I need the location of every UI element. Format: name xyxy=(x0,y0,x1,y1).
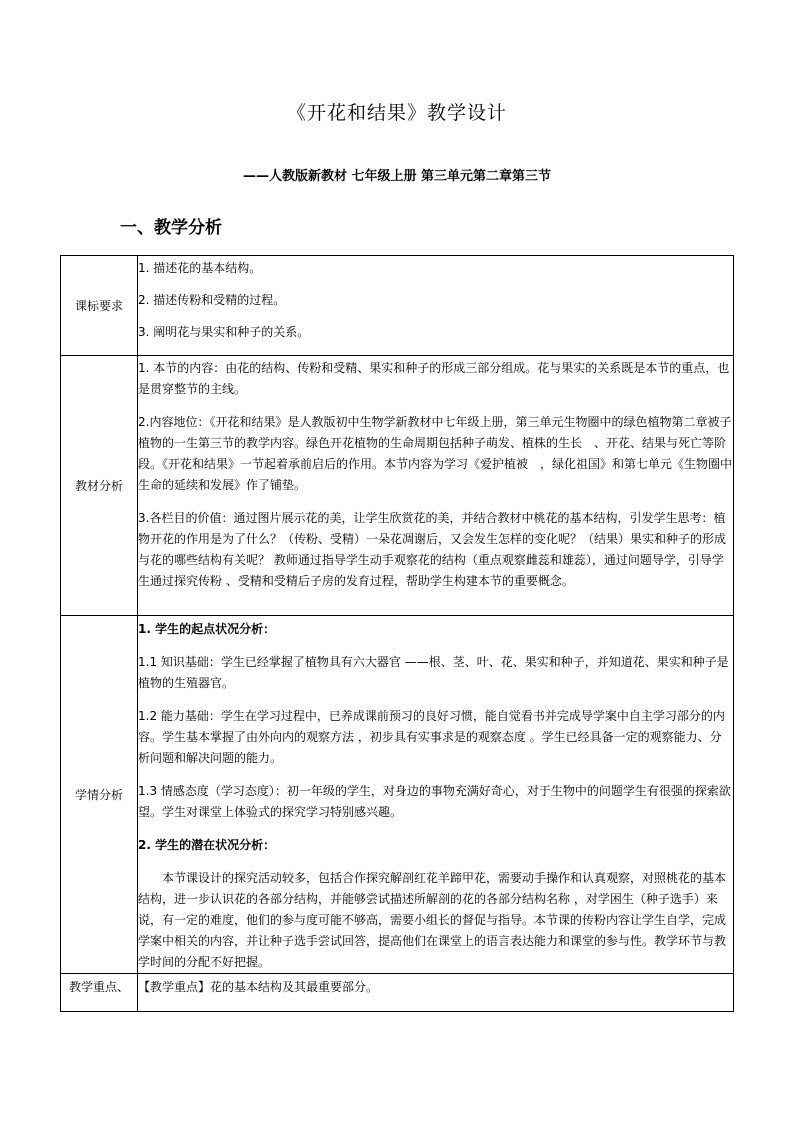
document-subtitle: ——人教版新教材 七年级上册 第三单元第二章第三节 xyxy=(242,169,552,184)
row-content-jiaocai xyxy=(138,356,734,616)
subheading: 1. 学生的起点状况分析： xyxy=(138,622,276,636)
table-row xyxy=(61,616,734,974)
row-label-kebiao: 课标要求 xyxy=(61,256,138,356)
paragraph: 1.1 知识基础：学生已经掌握了植物具有六大器官 ——根、茎、叶、花、果实和种子，并知道花、果实和种子是植物的生殖器官。 xyxy=(138,655,729,690)
table-row xyxy=(61,256,734,356)
table-row xyxy=(61,356,734,616)
paragraph: 【教学重点】花的基本结构及其最重要部分。 xyxy=(138,980,379,994)
table-row xyxy=(61,974,734,1012)
analysis-table xyxy=(60,255,734,1012)
row-content-kebiao xyxy=(138,256,734,356)
subheading: 2. 学生的潜在状况分析： xyxy=(138,838,276,852)
paragraph: 1. 描述花的基本结构。 xyxy=(138,261,262,275)
paragraph: 1.3 情感态度（学习态度）：初一年级的学生，对身边的事物充满好奇心，对于生物中的问题学生有很强的探索欲望。学生对课堂上体验式的探究学习特别感兴趣。 xyxy=(138,784,731,819)
document-title: 《开花和结果》教学设计 xyxy=(286,102,507,124)
paragraph: 2. 描述传粉和受精的过程。 xyxy=(138,293,286,307)
row-content-zhongdian xyxy=(138,974,734,1012)
paragraph: 2.内容地位：《开花和结果》是人教版初中生物学新教材中七年级上册，第三单元生物圈中的绿色植物第二章被子植物的一生第三节的教学内容。绿色开花植物的生命周期包括种子萌发、植株的生长 、开花、结果与死亡等阶段。《开花和结果》一节起着承前启后的作用。本节内容为学习《爱护植被 ，绿化祖国》和第七单元《生物圈中生命的延续和发展》作了铺垫。 xyxy=(138,415,733,492)
row-content-xueqing xyxy=(138,616,734,974)
paragraph: 1. 本节的内容：由花的结构、传粉和受精、果实和种子的形成三部分组成。花与果实的关系既是本节的重点，也是贯穿整节的主线。 xyxy=(138,361,730,396)
paragraph: 3. 阐明花与果实和种子的关系。 xyxy=(138,325,310,339)
paragraph: 3.各栏目的价值：通过图片展示花的美，让学生欣赏花的美，并结合教材中桃花的基本结构，引发学生思考：植物开花的作用是为了什么？（传粉、受精）一朵花凋谢后，又会发生怎样的变化呢？（结果）果实和种子的形成与花的哪些结构有关呢？ 教师通过指导学生动手观察花的结构（重点观察雌蕊和雄蕊），通过问题导学，引导学生通过探究传粉 、受精和受精后子房的发育过程，帮助学生构建本节的重要概念。 xyxy=(138,511,727,588)
paragraph: 本节课设计的探究活动较多，包括合作探究解剖红花羊蹄甲花，需要动手操作和认真观察，对照桃花的基本结构，进一步认识花的各部分结构，并能够尝试描述所解剖的花的各部分结构名称 ，对学困生（种子选手）来说，有一定的难度，他们的参与度可能不够高，需要小组长的督促与指导。本节课的传粉内容让学生自学，完成学案中相关的内容，并让种子选手尝试回答，提高他们在课堂上的语言表达能力和课堂的参与性。教学环节与教学时间的分配不好把握。 xyxy=(138,871,727,969)
row-label-jiaocai: 教材分析 xyxy=(61,356,138,616)
row-label-xueqing: 学情分析 xyxy=(61,616,138,974)
paragraph: 1.2 能力基础：学生在学习过程中，已养成课前预习的良好习惯，能自觉看书并完成导学案中自主学习部分的内容。学生基本掌握了由外向内的观察方法 ，初步具有实事求是的观察态度 。学生已经具备一定的观察能力、分析问题和解决问题的能力。 xyxy=(138,709,725,765)
row-label-zhongdian: 教学重点、 xyxy=(61,974,138,1012)
section-heading: 一、教学分析 xyxy=(120,218,222,238)
